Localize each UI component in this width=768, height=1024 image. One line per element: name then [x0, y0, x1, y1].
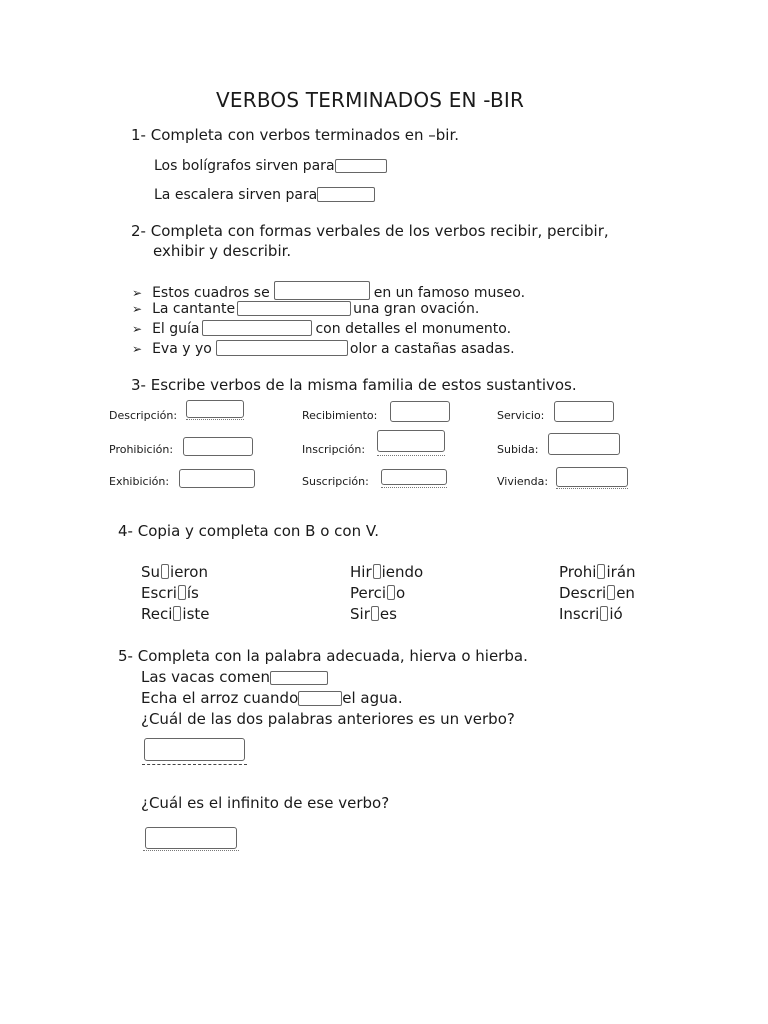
ex2-item-1-before: Estos cuadros se [152, 285, 270, 301]
ex4-word [141, 584, 199, 602]
ex1-heading: 1- Completa con verbos terminados en –bir. [131, 126, 460, 144]
ex4-word-suffix: ieron [170, 563, 208, 581]
letter-slot[interactable] [607, 585, 615, 600]
ex3-word: Vivienda: [497, 475, 549, 488]
ex2-item-4-after: olor a castañas asadas. [349, 341, 515, 357]
arrow-bullet-icon: ➢ [132, 342, 143, 356]
ex3-answer-box[interactable] [548, 433, 620, 455]
ex5-line-2 [141, 689, 403, 707]
letter-slot[interactable] [371, 606, 379, 621]
ex4-word-prefix: Descri [559, 584, 607, 602]
ex2-item-3-before: El guía [152, 321, 200, 337]
ex5-line-2-before: Echa el arroz cuando [141, 689, 299, 707]
letter-slot[interactable] [600, 606, 608, 621]
ex1-line-1 [154, 158, 387, 174]
ex5-answer-1[interactable] [270, 671, 328, 685]
ex2-heading: 2- Completa con formas verbales de los verbos recibir, percibir, [131, 222, 609, 240]
ex1-answer-2[interactable] [317, 187, 375, 202]
letter-slot[interactable] [373, 564, 381, 579]
letter-slot[interactable] [173, 606, 181, 621]
ex3-answer-box[interactable] [377, 430, 445, 452]
ex2-item-4 [132, 340, 515, 357]
answer-underline [142, 764, 247, 765]
ex5-line-2-after: el agua. [342, 689, 403, 707]
ex4-word [559, 584, 635, 602]
ex4-word [350, 563, 423, 581]
ex4-word-suffix: irán [606, 563, 636, 581]
ex3-word: Prohibición: [109, 443, 174, 456]
ex3-word: Inscripción: [302, 443, 366, 456]
ex4-word-prefix: Hir [350, 563, 372, 581]
ex2-item-4-before: Eva y yo [152, 341, 212, 357]
answer-underline [186, 419, 244, 420]
ex4-word-prefix: Su [141, 563, 161, 581]
ex2-item-2-before: La cantante [152, 301, 236, 317]
ex4-word-prefix: Sir [350, 605, 370, 623]
ex3-answer-box[interactable] [556, 467, 628, 487]
ex4-word-prefix: Prohi [559, 563, 597, 581]
ex3-word: Exhibición: [109, 475, 170, 488]
ex4-word-prefix: Inscri [559, 605, 600, 623]
letter-slot[interactable] [597, 564, 605, 579]
ex3-answer-box[interactable] [183, 437, 253, 456]
ex1-line-2 [154, 187, 375, 203]
ex3-answer-box[interactable] [381, 469, 447, 485]
ex2-answer-2[interactable] [237, 301, 351, 316]
ex2-answer-4[interactable] [216, 340, 348, 356]
ex4-word-prefix: Perci [350, 584, 386, 602]
ex4-word-prefix: Reci [141, 605, 173, 623]
ex3-answer-box[interactable] [554, 401, 614, 422]
arrow-bullet-icon: ➢ [132, 322, 143, 336]
ex3-word: Descripción: [109, 409, 178, 422]
ex4-word-suffix: es [379, 605, 397, 623]
ex2-answer-3[interactable] [202, 320, 312, 336]
ex5-infinitive-answer-box[interactable] [145, 827, 237, 849]
ex4-word-suffix: iste [182, 605, 210, 623]
ex4-word-suffix: ió [609, 605, 623, 623]
ex4-heading: 4- Copia y completa con B o con V. [118, 522, 379, 540]
page-title: VERBOS TERMINADOS EN -BIR [216, 88, 525, 112]
ex5-heading: 5- Completa con la palabra adecuada, hierva o hierba. [118, 647, 528, 665]
ex1-line-2-text: La escalera sirven para [154, 187, 318, 203]
ex5-question-2: ¿Cuál es el infinito de ese verbo? [141, 794, 390, 812]
ex3-answer-box[interactable] [390, 401, 450, 422]
arrow-bullet-icon: ➢ [132, 286, 143, 300]
ex5-answer-2[interactable] [298, 691, 342, 706]
ex4-word-suffix: iendo [381, 563, 424, 581]
ex3-word: Suscripción: [302, 475, 369, 488]
ex1-line-1-text: Los bolígrafos sirven para [154, 158, 335, 174]
ex3-answer-box[interactable] [186, 400, 244, 418]
ex3-word: Recibimiento: [302, 409, 378, 422]
arrow-bullet-icon: ➢ [132, 302, 143, 316]
ex4-word [141, 605, 210, 623]
ex2-heading-cont: exhibir y describir. [153, 242, 292, 260]
answer-underline [143, 850, 239, 851]
ex2-answer-1[interactable] [274, 281, 370, 300]
ex2-item-2-after: una gran ovación. [353, 301, 480, 317]
letter-slot[interactable] [161, 564, 169, 579]
ex4-word-prefix: Escri [141, 584, 177, 602]
ex4-word-suffix: o [396, 584, 406, 602]
ex2-item-1 [132, 281, 525, 301]
ex1-answer-1[interactable] [335, 159, 387, 173]
ex2-item-3-after: con detalles el monumento. [315, 321, 512, 337]
ex5-line-1 [141, 668, 328, 686]
ex3-heading: 3- Escribe verbos de la misma familia de estos sustantivos. [131, 376, 577, 394]
ex4-word-suffix: en [616, 584, 635, 602]
letter-slot[interactable] [387, 585, 395, 600]
ex5-question-1: ¿Cuál de las dos palabras anteriores es un verbo? [141, 710, 515, 728]
ex2-item-3 [132, 320, 511, 337]
ex3-answer-box[interactable] [179, 469, 255, 488]
ex5-verb-answer-box[interactable] [144, 738, 245, 761]
ex4-word [559, 563, 636, 581]
ex4-word [141, 563, 208, 581]
ex4-word [559, 605, 623, 623]
letter-slot[interactable] [178, 585, 186, 600]
answer-underline [381, 487, 447, 488]
ex3-word: Servicio: [497, 409, 545, 422]
ex4-word-suffix: ís [186, 584, 199, 602]
answer-underline [556, 488, 628, 489]
ex5-line-1-text: Las vacas comen [141, 668, 270, 686]
answer-underline [377, 455, 445, 456]
ex4-word [350, 605, 397, 623]
ex2-item-2 [132, 301, 479, 317]
ex3-word: Subida: [497, 443, 539, 456]
ex2-item-1-after: en un famoso museo. [373, 285, 526, 301]
ex4-word [350, 584, 405, 602]
